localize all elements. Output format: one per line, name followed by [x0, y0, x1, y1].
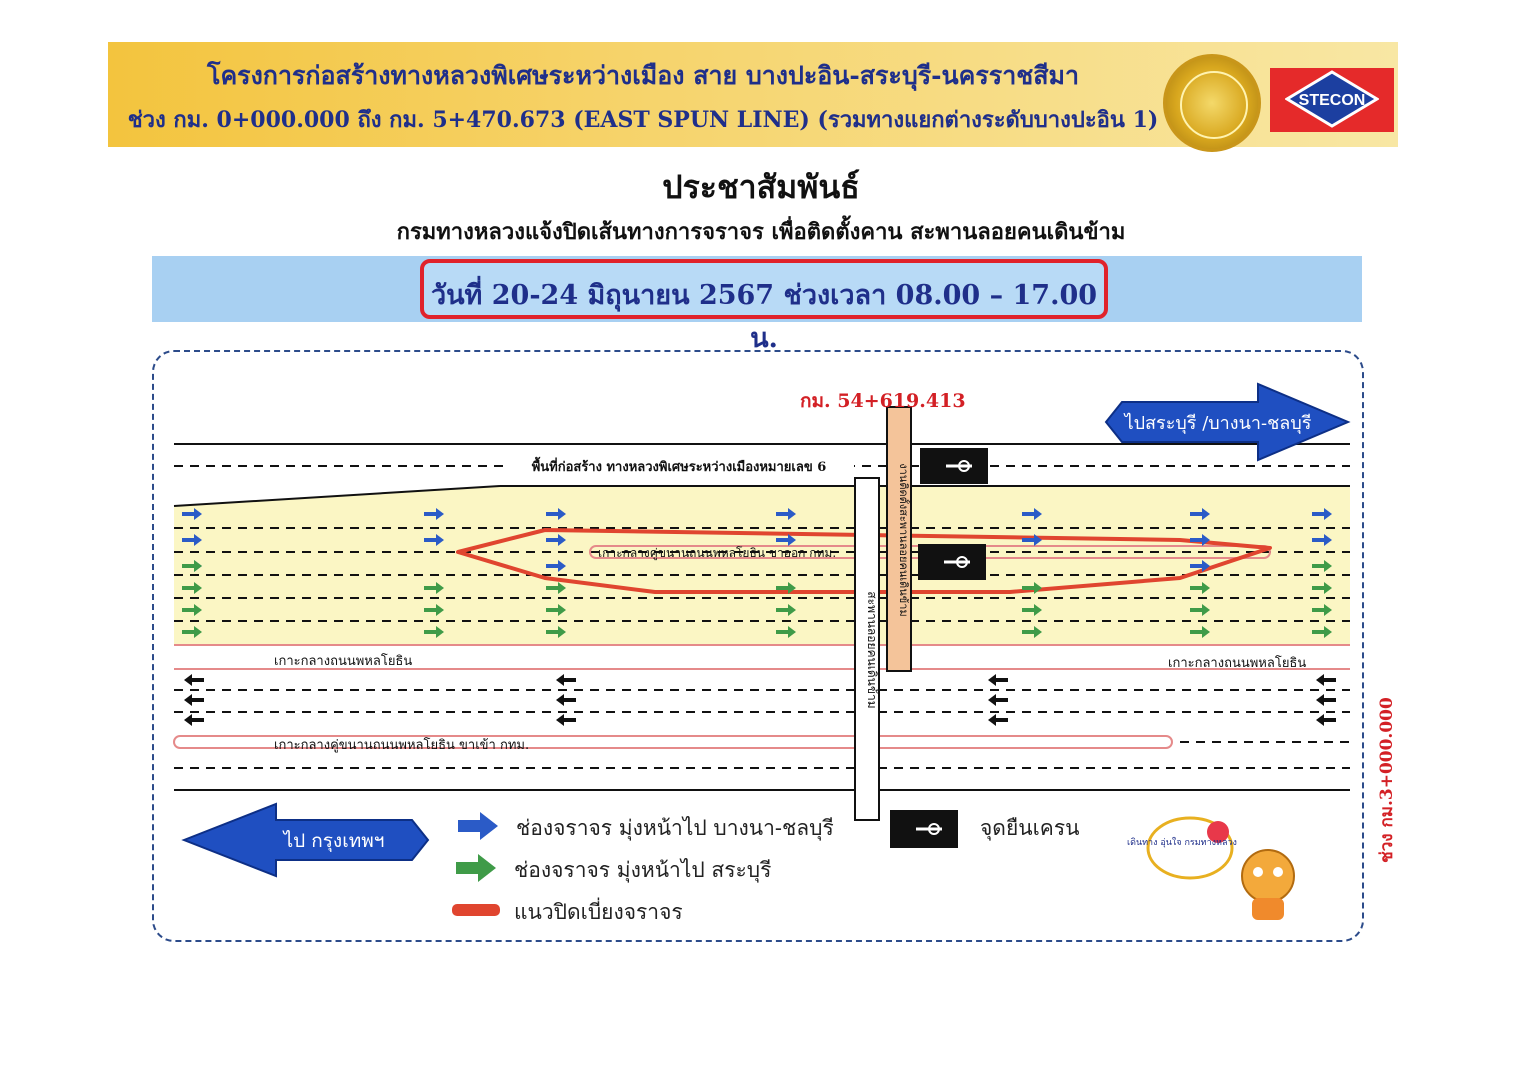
to-bangkok-label: ไป กรุงเทพฯ	[283, 830, 385, 852]
legend-blue-label: ช่องจราจร มุ่งหน้าไป บางนา-ชลบุรี	[516, 816, 834, 840]
inbound-black-arrow	[1316, 714, 1336, 726]
existing-bridge-label: สะพานลอยคนเดินข้าม	[865, 591, 879, 709]
inbound-black-arrow	[556, 714, 576, 726]
page-subtitle: กรมทางหลวงแจ้งปิดเส้นทางการจราจร เพื่อติดตั้งคาน สะพานลอยคนเดินข้าม	[396, 219, 1126, 245]
median-left-label: เกาะกลางถนนพหลโยธิน	[274, 654, 413, 669]
frontage-in-label: เกาะกลางคู่ขนานถนนพหลโยธิน ขาเข้า กทม.	[274, 738, 530, 753]
crane-legend-icon	[890, 810, 958, 848]
median-right-label: เกาะกลางถนนพหลโยธิน	[1168, 656, 1307, 671]
to-saraburi-arrow	[1106, 384, 1348, 460]
side-station-label: ช่วง กม.3+000.000	[1377, 697, 1397, 863]
inbound-black-arrow	[184, 674, 204, 686]
legend-crane-label: จุดยืนเครน	[980, 816, 1080, 840]
header-line-1: โครงการก่อสร้างทางหลวงพิเศษระหว่างเมือง สาย บางปะอิน-สระบุรี-นครราชสีมา	[207, 61, 1079, 90]
inbound-black-arrow	[1316, 674, 1336, 686]
inbound-black-arrow	[988, 674, 1008, 686]
stecon-logo-text: STECON	[1298, 92, 1366, 109]
inbound-black-arrow	[1316, 694, 1336, 706]
new-bridge-label: งานติดตั้งสะพานลอยคนเดินข้าม	[897, 463, 910, 617]
legend-blue-arrow-icon	[458, 812, 498, 840]
inbound-black-arrow	[184, 714, 204, 726]
legend-red-label: แนวปิดเบี่ยงจราจร	[514, 900, 683, 924]
legend-red-swatch	[452, 904, 500, 916]
legend-green-arrow-icon	[456, 854, 496, 882]
crane-position-1	[920, 448, 988, 484]
inbound-black-arrow	[556, 694, 576, 706]
to-saraburi-label: ไปสระบุรี /บางนา-ชลบุรี	[1124, 413, 1312, 434]
legend-green-label: ช่องจราจร มุ่งหน้าไป สระบุรี	[514, 858, 772, 882]
inbound-black-arrow	[988, 714, 1008, 726]
inbound-black-arrow	[184, 694, 204, 706]
frontage-out-label: เกาะกลางคู่ขนานถนนพหลโยธิน ขาออก กทม.	[598, 546, 837, 560]
to-bangkok-arrow	[184, 804, 428, 876]
km-marker-label: กม. 54+619.413	[800, 390, 966, 412]
date-text: วันที่ 20-24 มิถุนายน 2567 ช่วงเวลา 08.00 – 17.00 น.	[430, 280, 1098, 354]
inbound-lane-lines	[174, 690, 1350, 768]
crane-position-2	[918, 544, 986, 580]
page-title: ประชาสัมพันธ์	[662, 168, 860, 206]
inbound-black-arrow	[988, 694, 1008, 706]
inbound-black-arrow	[556, 674, 576, 686]
header-line-2: ช่วง กม. 0+000.000 ถึง กม. 5+470.673 (EAST SPUN LINE) (รวมทางแยกต่างระดับบางปะอิน 1)	[127, 107, 1159, 133]
mascot-caption: เดินทาง อุ่นใจ กรมทางหลวง	[1127, 838, 1237, 848]
mascot-logo	[1127, 818, 1294, 920]
construction-area-label: พื้นที่ก่อสร้าง ทางหลวงพิเศษระหว่างเมืองหมายเลข 6	[504, 448, 854, 484]
